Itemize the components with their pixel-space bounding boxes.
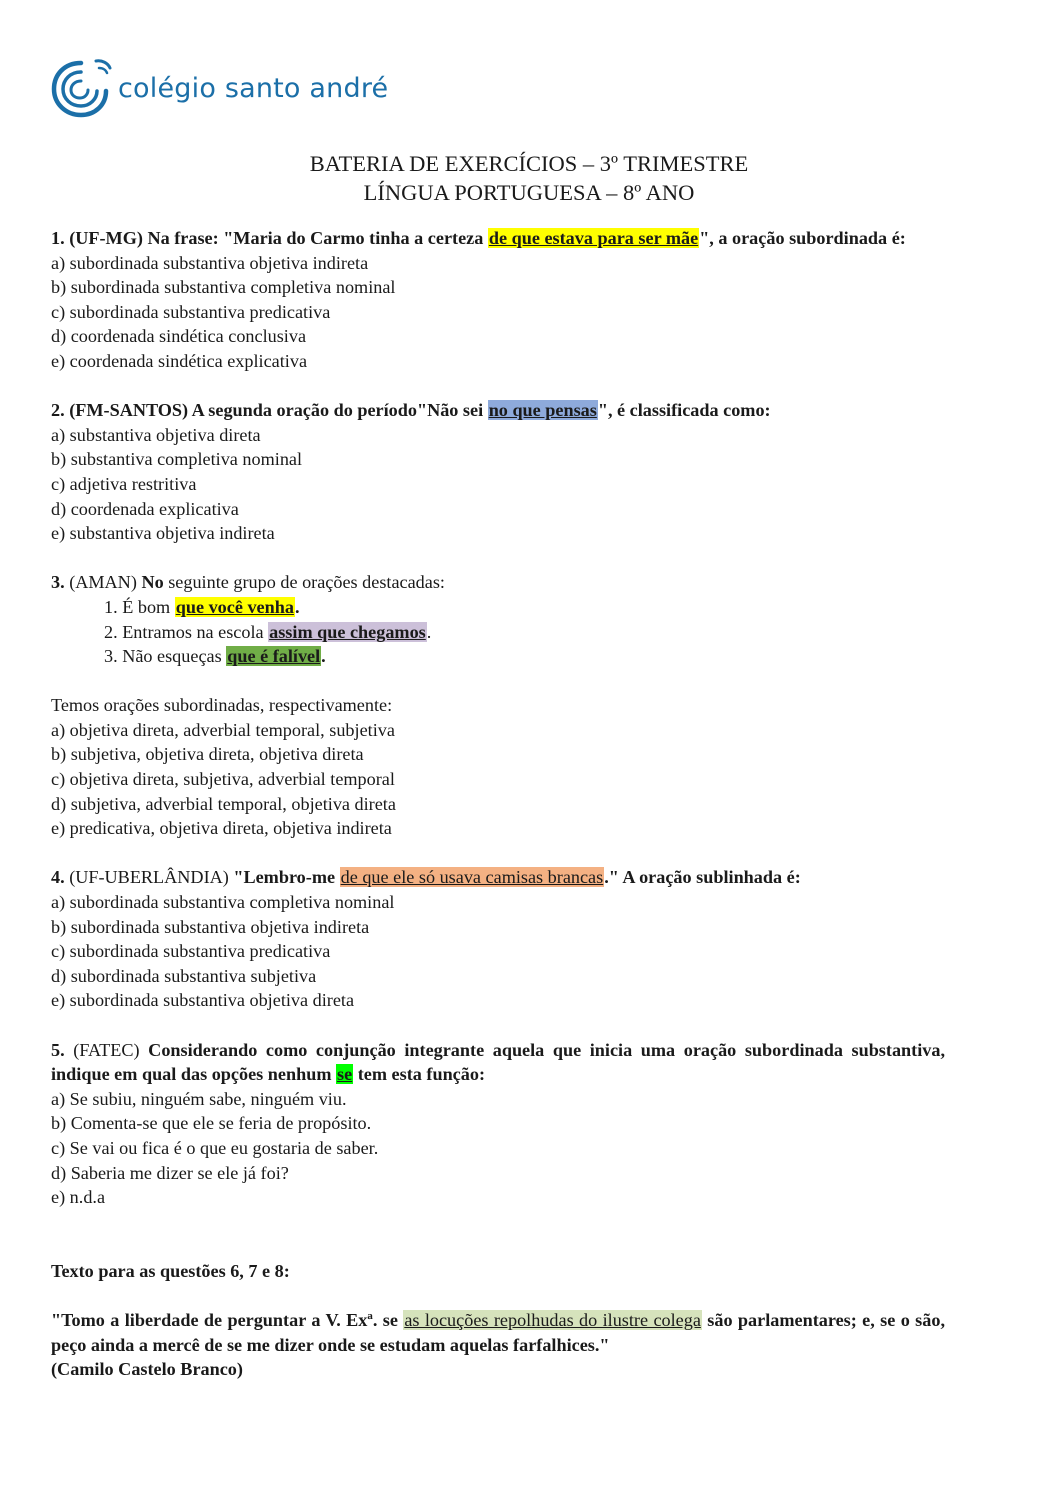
- school-logo: [50, 55, 388, 121]
- option: a) subordinada substantiva completiva nominal: [51, 892, 395, 913]
- question-3-item: 2. Entramos na escola assim que chegamos.: [104, 621, 432, 642]
- document-title: BATERIA DE EXERCÍCIOS – 3º TRIMESTRE: [309, 151, 749, 176]
- option: d) subjetiva, adverbial temporal, objetiva direta: [51, 793, 396, 814]
- option: e) substantiva objetiva indireta: [51, 523, 275, 544]
- question-5-stem: 5. (FATEC) Considerando como conjunção integrante aquela que inicia uma oração subordinada substantiva, indique em qual das opções nenhum se tem esta função:: [51, 1039, 945, 1085]
- option: c) Se vai ou fica é o que eu gostaria de saber.: [51, 1137, 379, 1158]
- option: d) coordenada explicativa: [51, 498, 239, 519]
- swirl-logo-icon: [50, 57, 112, 119]
- question-5-highlight: se: [337, 1064, 353, 1085]
- option: c) adjetiva restritiva: [51, 473, 197, 494]
- option: c) subordinada substantiva predicativa: [51, 301, 331, 322]
- option: b) subordinada substantiva completiva nominal: [51, 277, 396, 298]
- option: d) coordenada sindética conclusiva: [51, 326, 307, 347]
- option: a) Se subiu, ninguém sabe, ninguém viu.: [51, 1088, 347, 1109]
- exercise-list: [51, 226, 945, 1382]
- quoted-text: "Tomo a liberdade de perguntar a V. Exª. se as locuções repolhudas do ilustre colega são parlamentares; e, se o são, peço ainda a mercê de se me dizer onde se estudam aquelas farfalhices.": [51, 1309, 945, 1355]
- option: a) subordinada substantiva objetiva indireta: [51, 252, 369, 273]
- question-4-highlight: de que ele só usava camisas brancas: [340, 867, 604, 888]
- text-heading: Texto para as questões 6, 7 e 8:: [51, 1260, 290, 1281]
- question-3-stem: 3. (AMAN) No seguinte grupo de orações destacadas:: [51, 572, 445, 593]
- question-1-highlight: de que estava para ser mãe: [488, 228, 699, 248]
- question-1-stem: 1. (UF-MG) Na frase: "Maria do Carmo tinha a certeza de que estava para ser mãe", a oração subordinada é:: [51, 228, 906, 248]
- option: e) n.d.a: [51, 1187, 106, 1208]
- option: a) substantiva objetiva direta: [51, 424, 261, 445]
- question-3-prompt: Temos orações subordinadas, respectivamente:: [51, 695, 393, 716]
- document-subtitle: LÍNGUA PORTUGUESA – 8º ANO: [363, 180, 695, 205]
- option: b) subjetiva, objetiva direta, objetiva direta: [51, 744, 364, 765]
- option: b) Comenta-se que ele se feria de propósito.: [51, 1113, 372, 1134]
- question-2-highlight: no que pensas: [488, 400, 597, 421]
- question-4-stem: 4. (UF-UBERLÂNDIA) "Lembro-me de que ele só usava camisas brancas." A oração sublinhada é:: [51, 867, 801, 888]
- option: e) predicativa, objetiva direta, objetiva indireta: [51, 818, 392, 839]
- option: c) subordinada substantiva predicativa: [51, 941, 331, 962]
- question-2-stem: 2. (FM-SANTOS) A segunda oração do período"Não sei no que pensas", é classificada como:: [51, 400, 771, 421]
- option: b) subordinada substantiva objetiva indireta: [51, 916, 370, 937]
- option: c) objetiva direta, subjetiva, adverbial temporal: [51, 769, 395, 790]
- option: a) objetiva direta, adverbial temporal, subjetiva: [51, 719, 395, 740]
- quoted-text-highlight: as locuções repolhudas do ilustre colega: [404, 1309, 701, 1330]
- school-name: colégio santo andré: [118, 72, 389, 104]
- option: e) subordinada substantiva objetiva direta: [51, 990, 355, 1011]
- option: b) substantiva completiva nominal: [51, 449, 303, 470]
- question-3-item: 1. É bom que você venha.: [104, 596, 300, 617]
- question-3-item: 3. Não esqueças que é falível.: [104, 646, 326, 667]
- quote-author: (Camilo Castelo Branco): [51, 1359, 243, 1380]
- option: d) subordinada substantiva subjetiva: [51, 965, 317, 986]
- option: d) Saberia me dizer se ele já foi?: [51, 1162, 289, 1183]
- option: e) coordenada sindética explicativa: [51, 350, 308, 371]
